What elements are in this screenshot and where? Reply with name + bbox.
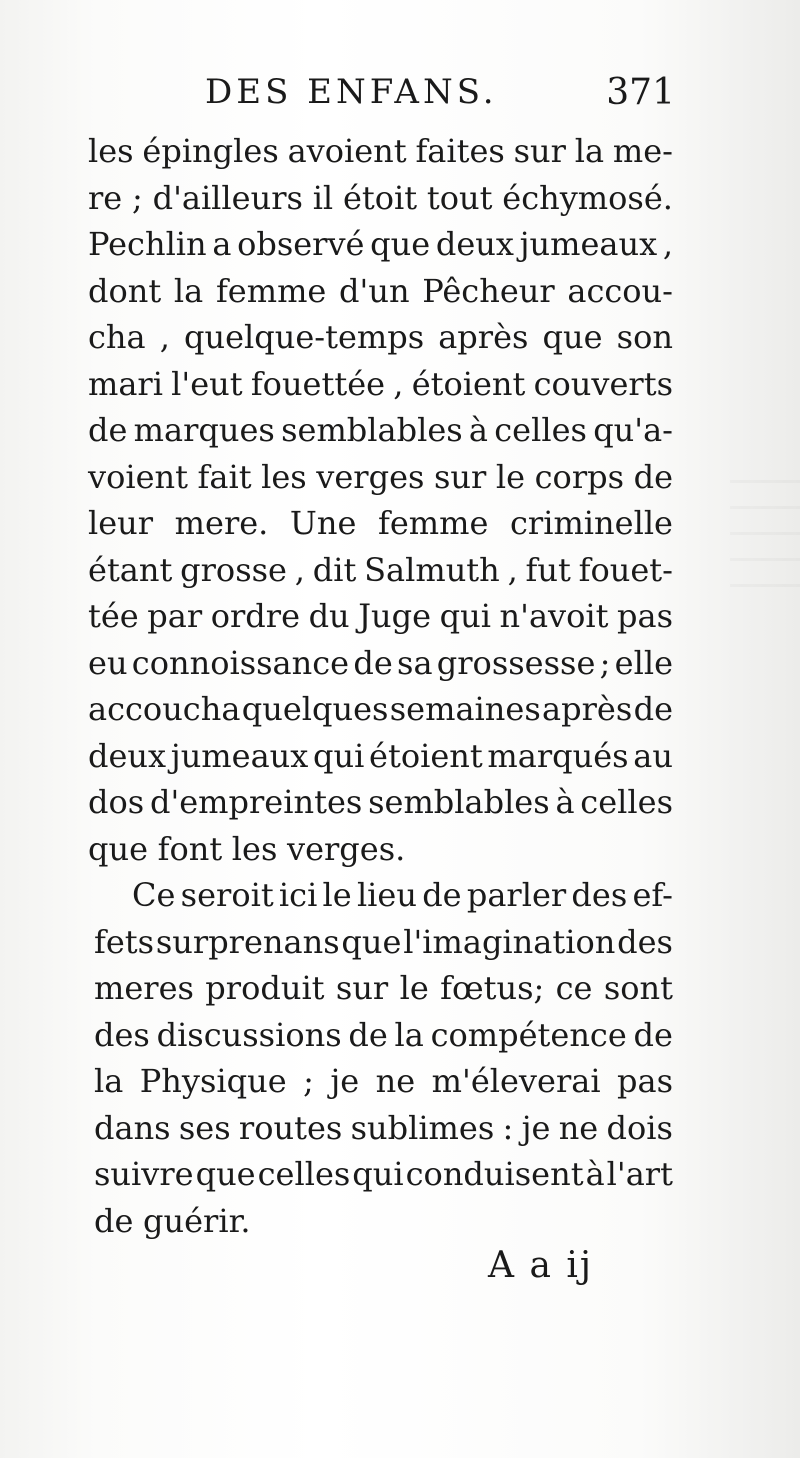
- text-line: voient fait les verges sur le corps de: [88, 457, 673, 496]
- text-line: des discussions de la compétence de: [94, 1015, 673, 1054]
- text-line: étant grosse , dit Salmuth , fut fouet-: [88, 550, 673, 589]
- text-line: Ce seroit ici le lieu de parler des ef-: [132, 876, 673, 914]
- text-line: de guérir.: [94, 1201, 251, 1240]
- page-number: 371: [606, 72, 675, 113]
- body-text: [88, 128, 673, 1244]
- text-line: dont la femme d'un Pêcheur accou-: [88, 271, 673, 310]
- signature-mark: A a ij: [488, 1245, 594, 1286]
- text-line: leur mere. Une femme criminelle: [88, 504, 673, 542]
- text-line: de marques semblables à celles qu'a-: [88, 411, 673, 449]
- text-line: re ; d'ailleurs il étoit tout échymosé.: [88, 178, 673, 217]
- text-line: tée par ordre du Juge qui n'avoit pas: [88, 597, 673, 635]
- paragraph-2: [88, 872, 673, 1244]
- text-line: mari l'eut fouettée , étoient couverts: [88, 364, 673, 403]
- text-line: Pechlin a observé que deux jumeaux ,: [88, 225, 673, 263]
- paragraph-1: [88, 128, 673, 872]
- text-line: que font les verges.: [88, 829, 406, 868]
- text-line: accoucha quelques semaines après de: [88, 690, 673, 728]
- text-line: meres produit sur le fœtus; ce sont: [94, 969, 673, 1007]
- show-through-marks: [730, 480, 800, 610]
- text-line: les épingles avoient faites sur la me-: [88, 132, 673, 170]
- text-line: dos d'empreintes semblables à celles: [88, 783, 673, 821]
- text-line: fets surprenans que l'imagination des: [94, 922, 673, 961]
- text-line: eu connoissance de sa grossesse ; elle: [88, 643, 673, 682]
- text-line: suivre que celles qui conduisent à l'art: [94, 1155, 673, 1193]
- text-line: la Physique ; je ne m'éleverai pas: [94, 1062, 673, 1100]
- running-head: DES ENFANS.: [205, 72, 498, 112]
- page-header: [205, 72, 675, 122]
- text-line: cha , quelque-temps après que son: [88, 318, 673, 356]
- text-line: dans ses routes sublimes : je ne dois: [94, 1108, 673, 1147]
- text-line: deux jumeaux qui étoient marqués au: [88, 736, 673, 775]
